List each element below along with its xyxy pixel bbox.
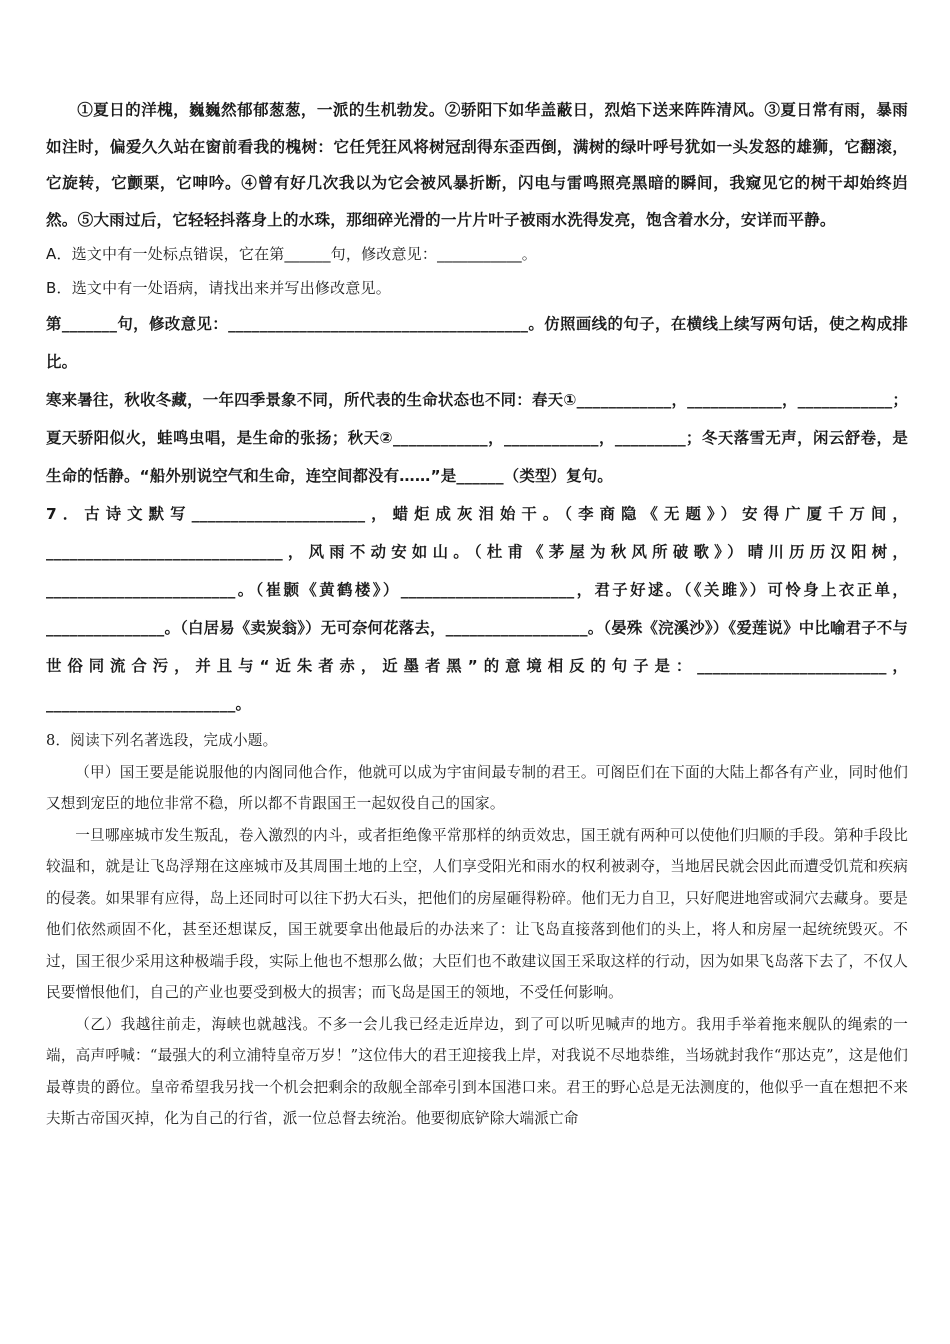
reading-paragraph-2: 一旦哪座城市发生叛乱，卷入激烈的内斗，或者拒绝像平常那样的纳贡效忠，国王就有两种可以使他们归顺的手段。第种手段比较温和，就是让飞岛浮翔在这座城市及其周围土地的上空，人们享受阳光和雨水的权利被剥夺，当地居民就会因此而遭受饥荒和疾病的侵袭。如果罪有应得，岛上还同时可以往下扔大石头，把他们的房屋砸得粉碎。他们无力自卫，只好爬进地窖或洞穴去藏身。要是他们依然顽固不化，甚至还想谋反，国王就要拿出他最后的办法来了：让飞岛直接落到他们的头上，将人和房屋一起统统毁灭。不过，国王很少采用这种极端手段，实际上他也不想那么做；大臣们也不敢建议国王采取这样的行动，因为如果飞岛落下去了，不仅人民要憎恨他们，自己的产业也要受到极大的损害；而飞岛是国王的领地，不受任何影响。 — [46, 826, 908, 1001]
question-8-title: 8．阅读下列名著选段，完成小题。 — [46, 732, 278, 749]
question-b-answer: 第_______句，修改意见：______________________________________。仿照画线的句子，在横线上续写两句话，使之构成排比。 — [46, 315, 908, 371]
document-page — [46, 92, 908, 1135]
passage-paragraph: ①夏日的洋槐，巍巍然郁郁葱葱，一派的生机勃发。②骄阳下如华盖蔽日，烈焰下送来阵阵清风。③夏日常有雨，暴雨如注时，偏爱久久站在窗前看我的槐树：它任凭狂风将树冠刮得东歪西倒，满树的绿叶呼号犹如一头发怒的雄狮，它翻滚，它旋转，它颤栗，它呻吟。④曾有好几次我以为它会被风暴折断，闪电与雷鸣照亮黑暗的瞬间，我窥见它的树干却始终岿然。⑤大雨过后，它轻轻抖落身上的水珠，那细碎光滑的一片片叶子被雨水洗得发亮，饱含着水分，安详而平静。 — [46, 100, 908, 229]
question-a: A．选文中有一处标点错误，它在第______句，修改意见：___________。 — [46, 245, 537, 263]
question-7-poetry: 7．古诗文默写______________________，蜡炬成灰泪始干。（李商隐《无题》）安得广厦千万间，______________________________，风雨不动安如山。（杜甫《茅屋为秋风所破歌》）晴川历历汉阳树，________________________。（崔颢《黄鹤楼》）______________________，君子好逑。（《关雎》）可怜身上衣正单，_______________。（白居易《卖炭翁》）无可奈何花落去，__________________。（晏殊《浣溪沙》）《爱莲说》中比喻君子不与世俗同流合污，并且与“近朱者赤，近墨者黑”的意境相反的句子是：________________________，________________________。 — [46, 505, 908, 713]
reading-paragraph-3: （乙）我越往前走，海峡也就越浅。不多一会儿我已经走近岸边，到了可以听见喊声的地方。我用手举着拖来舰队的绳索的一端，高声呼喊：“最强大的利立浦特皇帝万岁！”这位伟大的君王迎接我上岸，对我说不尽地恭维，当场就封我作“那达克”，这是他们最尊贵的爵位。皇帝希望我另找一个机会把剩余的敌舰全部牵引到本国港口来。君王的野心总是无法测度的，他似乎一直在想把不来夫斯古帝国灭掉，化为自己的行省，派一位总督去统治。他要彻底铲除大端派亡命 — [46, 1015, 908, 1127]
question-b: B．选文中有一处语病，请找出来并写出修改意见。 — [46, 278, 391, 297]
reading-paragraph-1: （甲）国王要是能说服他的内阁同他合作，他就可以成为宇宙间最专制的君王。可阁臣们在下面的大陆上都各有产业，同时他们又想到宠臣的地位非常不稳，所以都不肯跟国王一起奴役自己的国家。 — [46, 763, 908, 812]
imitation-question: 寒来暑往，秋收冬藏，一年四季景象不同，所代表的生命状态也不同：春天①____________，____________，____________；夏天骄阳似火，蛙鸣虫唱，是生命的张扬；秋天②____________，____________，_________；冬天落雪无声，闲云舒卷，是生命的恬静。“船外别说空气和生命，连空间都没有……”是______（类型）复句。 — [46, 391, 908, 485]
